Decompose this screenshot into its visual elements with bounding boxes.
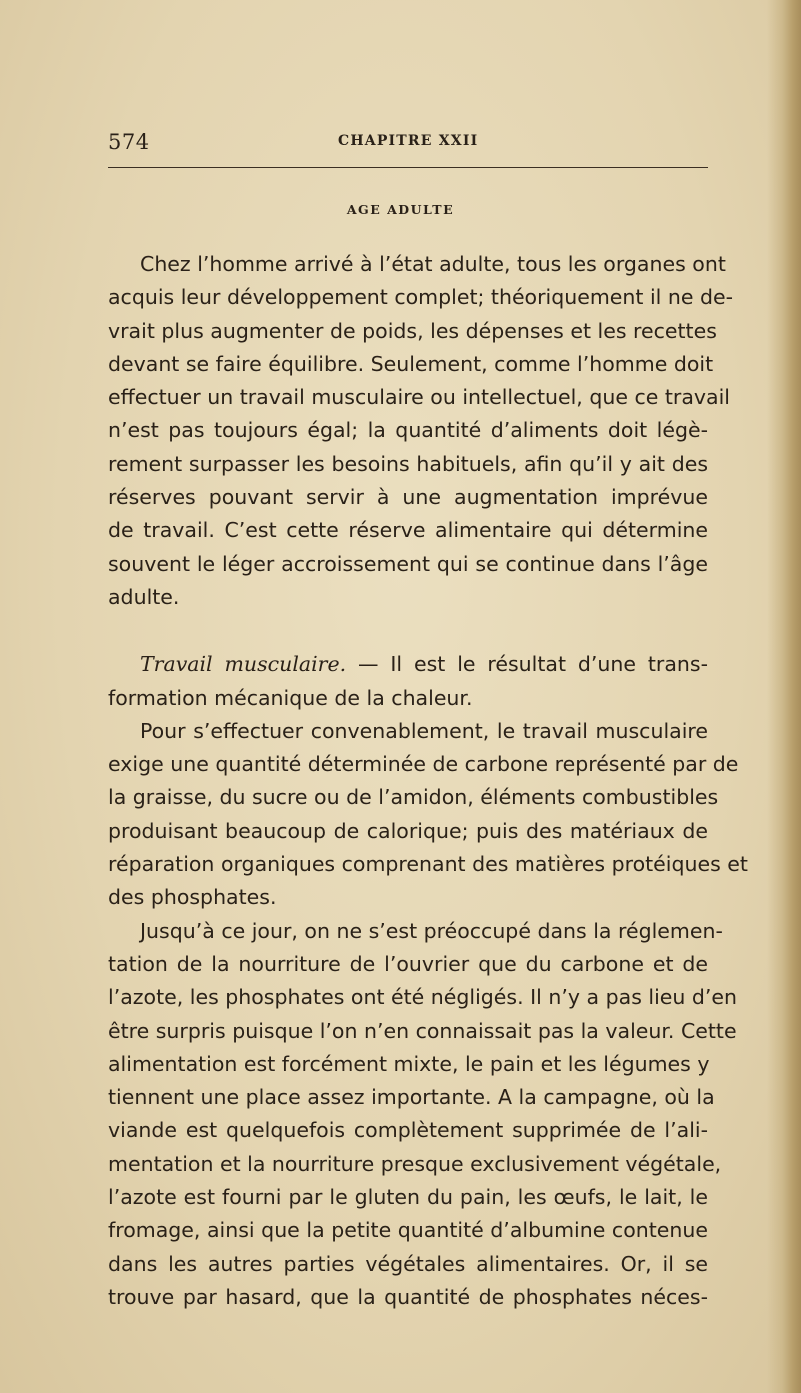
text-line: l’azote est fourni par le gluten du pain, les œufs, le lait, le [108,1185,708,1210]
text-line: Chez l’homme arrivé à l’état adulte, tous les organes ont [140,252,726,276]
text-line: la graisse, du sucre ou de l’amidon, éléments combustibles [108,785,719,810]
text-line: être surpris puisque l’on n’en connaissait pas la valeur. Cette [108,1018,737,1043]
paragraph-gap [108,614,708,648]
text-line: devant se faire équilibre. Seulement, comme l’homme doit [108,351,714,376]
running-head: CHAPITRE XXII [338,133,479,149]
body-text [108,248,748,1314]
text-line: rement surpasser les besoins habituels, afin qu’il y ait des [108,451,708,476]
text-fragment: — Il est le résultat d’une trans- [346,652,708,677]
page-header [108,128,708,158]
text-line: dans les autres parties végétales alimentaires. Or, il se [108,1251,708,1276]
text-line: n’est pas toujours égal; la quantité d’aliments doit légè- [108,418,708,443]
text-line: tiennent une place assez importante. A la campagne, où la [108,1085,715,1110]
text-line: souvent le léger accroissement qui se continue dans l’âge [108,551,708,576]
header-rule [108,167,708,168]
text-line: adulte. [108,584,180,609]
text-line: exige une quantité déterminée de carbone représenté par de [108,752,739,777]
text-line: fromage, ainsi que la petite quantité d’albumine contenue [108,1218,708,1243]
text-line: acquis leur développement complet; théoriquement il ne de- [108,285,734,310]
section-title: AGE ADULTE [346,202,455,217]
text-line: tation de la nourriture de l’ouvrier que du carbone et de [108,951,708,976]
text-line: mentation et la nourriture presque exclusivement végétale, [108,1151,722,1176]
text-line: réserves pouvant servir à une augmentation imprévue [108,485,708,510]
text-line [108,648,708,681]
text-line: alimentation est forcément mixte, le pain et les légumes y [108,1051,710,1076]
text-line: Pour s’effectuer convenablement, le travail musculaire [140,718,708,743]
text-line: formation mécanique de la chaleur. [108,685,473,710]
text-line: Jusqu’à ce jour, on ne s’est préoccupé dans la réglemen- [140,918,723,943]
text-line: l’azote, les phosphates ont été négligés. Il n’y a pas lieu d’en [108,985,738,1010]
subsection-heading: Travail musculaire. [140,652,347,677]
text-line: réparation organiques comprenant des matières protéiques et [108,852,748,877]
text-line: viande est quelquefois complètement supprimée de l’ali- [108,1118,708,1143]
text-line: vrait plus augmenter de poids, les dépenses et les recettes [108,318,717,343]
text-line: de travail. C’est cette réserve alimentaire qui détermine [108,518,708,543]
text-line: des phosphates. [108,885,277,910]
text-line: produisant beaucoup de calorique; puis des matériaux de [108,818,708,843]
page-number: 574 [108,130,150,154]
text-line: effectuer un travail musculaire ou intellectuel, que ce travail [108,385,730,410]
text-line: trouve par hasard, que la quantité de phosphates néces- [108,1284,708,1309]
